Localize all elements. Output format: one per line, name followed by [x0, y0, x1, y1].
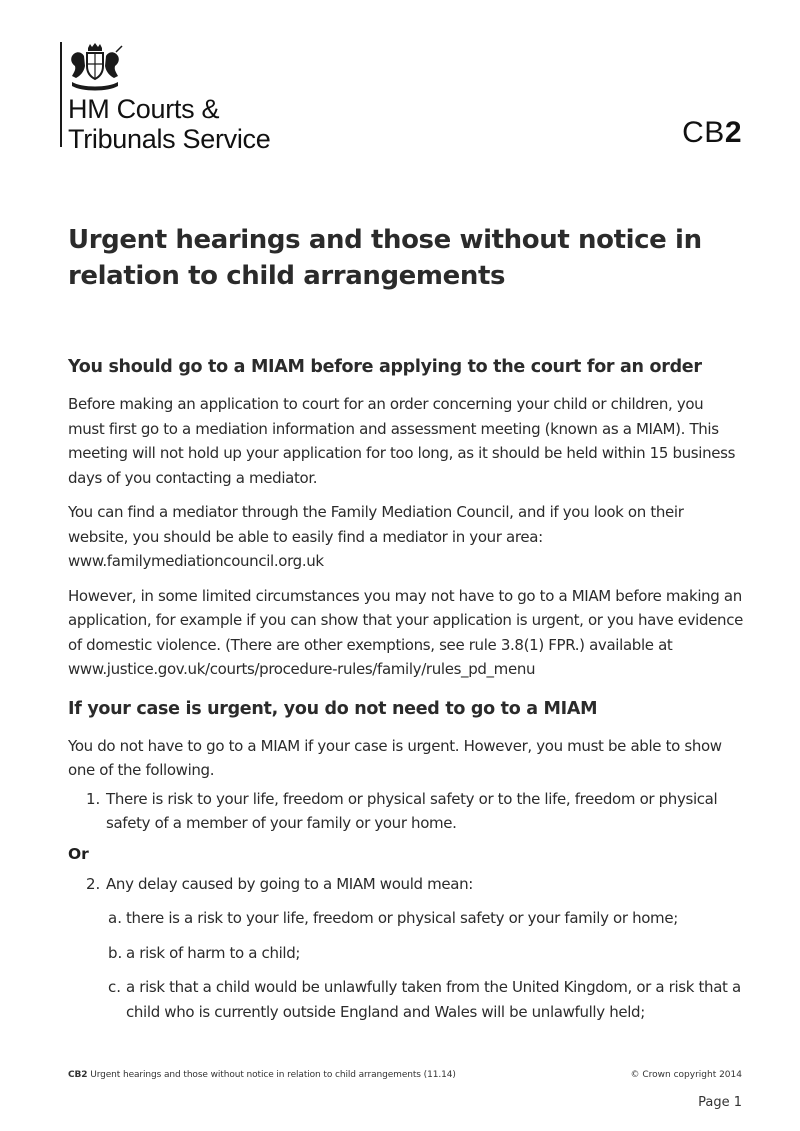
- paragraph-miam-1: Before making an application to court for an order concerning your child or children, you must first go to a mediation information and assessment meeting (known as a MIAM). This meeting will not hold up your application for too long, as it should be held within 15 business days of you contacting a mediator.: [68, 395, 736, 487]
- form-code-prefix: CB: [682, 116, 725, 149]
- logo-divider: [60, 42, 62, 147]
- footer-copyright: © Crown copyright 2014: [630, 1070, 742, 1080]
- sub-list-item-letter: b.: [108, 943, 123, 962]
- sub-list-item-letter: c.: [108, 978, 122, 996]
- form-code-number: 2: [724, 116, 742, 149]
- sub-list-item-text: there is a risk to your life, freedom or physical safety or your family or home;: [126, 909, 678, 927]
- footer-form-code: CB2: [68, 1070, 88, 1080]
- paragraph-miam-3: However, in some limited circumstances you may not have to go to a MIAM before making an application, for example if you can show that your application is urgent, or you have evidence of domestic violence. (There are other exemptions, see rule 3.8(1) FPR.) available at www.justice.gov.uk/courts/procedure-rules/family/rules_pd_menu: [68, 586, 743, 678]
- footer-form-reference: [68, 1070, 456, 1080]
- page-number: Page 1: [698, 1095, 742, 1110]
- list-item-number: 1.: [86, 789, 101, 808]
- organisation-name-line2: Tribunals Service: [68, 124, 271, 154]
- document-title: Urgent hearings and those without notice in relation to child arrangements: [68, 225, 702, 291]
- mediation-council-link[interactable]: www.familymediationcouncil.org.uk: [68, 552, 324, 570]
- organisation-name-line1: HM Courts &: [68, 94, 220, 124]
- paragraph-miam-2-text: You can find a mediator through the Family Mediation Council, and if you look on their website, you should be able to easily find a mediator in your area:: [68, 503, 684, 546]
- sub-list-item-letter: a.: [108, 909, 122, 927]
- sub-list-item-text: a risk that a child would be unlawfully taken from the United Kingdom, or a risk that a child who is currently outside England and Wales will be unlawfully held;: [126, 978, 741, 1021]
- footer-form-description: Urgent hearings and those without notice in relation to child arrangements (11.14): [90, 1070, 456, 1080]
- paragraph-urgent-intro: You do not have to go to a MIAM if your case is urgent. However, you must be able to show one of the following.: [68, 736, 722, 779]
- sub-list-item: [68, 941, 744, 966]
- section-heading-miam: You should go to a MIAM before applying to the court for an order: [68, 357, 702, 377]
- sub-list-item-text: a risk of harm to a child;: [126, 943, 301, 962]
- form-code: [682, 116, 742, 150]
- or-label: Or: [68, 844, 89, 863]
- list-item: [68, 872, 744, 897]
- section-heading-urgent: If your case is urgent, you do not need to go to a MIAM: [68, 698, 598, 719]
- list-item-text: There is risk to your life, freedom or physical safety or to the life, freedom or physical safety of a member of your family or your home.: [106, 789, 718, 832]
- list-item-number: 2.: [86, 874, 101, 893]
- royal-crest-icon: [66, 42, 124, 92]
- list-item-text: Any delay caused by going to a MIAM would mean:: [106, 874, 473, 893]
- sub-list-item: [68, 975, 744, 1024]
- list-item: [68, 787, 744, 836]
- document-body: [68, 354, 744, 1034]
- sub-list-item: [68, 906, 744, 931]
- paragraph-miam-2: [68, 500, 744, 574]
- organisation-name: [68, 94, 270, 154]
